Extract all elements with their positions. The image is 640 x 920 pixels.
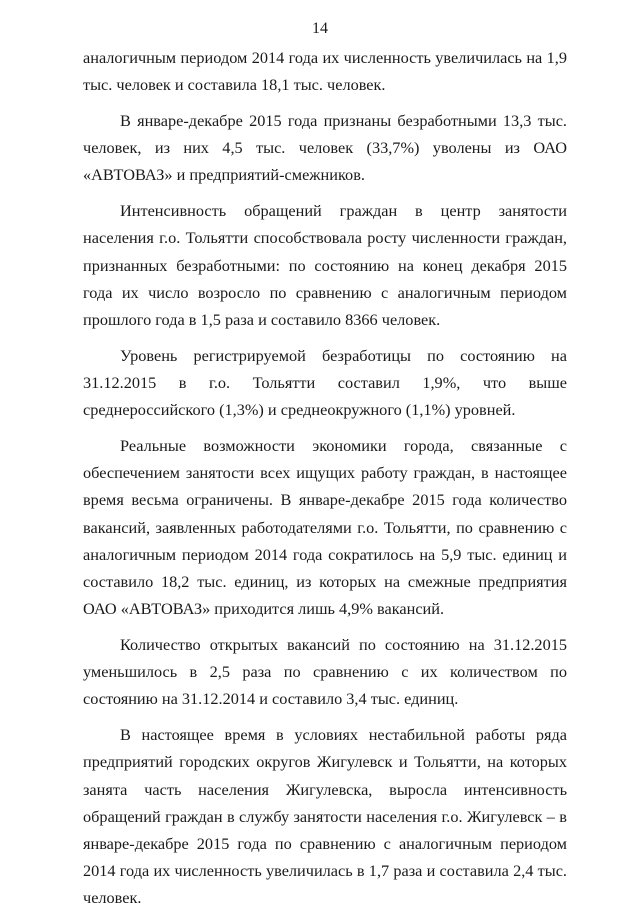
paragraph-7: В настоящее время в условиях нестабильной работы ряда предприятий городских округов Жигулевск и Тольятти, на которых занята часть населения Жигулевска, выросла интенсивность обращений граждан в службу занятости населения г.о. Жигулевск – в январе-декабре 2015 года по сравнению с аналогичным периодом 2014 года их численность увеличилась в 1,7 раза и составила 2,4 тыс. человек.	[83, 725, 567, 908]
paragraph-2: В январе-декабре 2015 года признаны безработными 13,3 тыс. человек, из них 4,5 тыс. человек (33,7%) уволены из ОАО «АВТОВАЗ» и предприятий-смежников.	[83, 111, 567, 185]
body-text	[83, 44, 567, 920]
paragraph-1: аналогичным периодом 2014 года их численность увеличилась на 1,9 тыс. человек и составила 18,1 тыс. человек.	[83, 48, 567, 95]
paragraph-4: Уровень регистрируемой безработицы по состоянию на 31.12.2015 в г.о. Тольятти составил 1,9%, что выше среднероссийского (1,3%) и среднеокружного (1,1%) уровней.	[83, 345, 567, 420]
paragraph-3: Интенсивность обращений граждан в центр занятости населения г.о. Тольятти способствовала росту численности граждан, признанных безработными: по состоянию на конец декабря 2015 года их число возросло по сравнению с аналогичным периодом прошлого года в 1,5 раза и составило 8366 человек.	[83, 201, 567, 330]
paragraph-6: Количество открытых вакансий по состоянию на 31.12.2015 уменьшилось в 2,5 раза по сравнению с их количеством по состоянию на 31.12.2014 и составило 3,4 тыс. единиц.	[83, 635, 567, 709]
paragraph-5: Реальные возможности экономики города, связанные с обеспечением занятости всех ищущих работу граждан, в настоящее время весьма ограничены. В январе-декабре 2015 года количество вакансий, заявленных работодателями г.о. Тольятти, по сравнению с аналогичным периодом 2014 года сократилось на 5,9 тыс. единиц и составило 18,2 тыс. единиц, из которых на смежные предприятия ОАО «АВТОВАЗ» приходится лишь 4,9% вакансий.	[83, 436, 567, 619]
page-number: 14	[312, 20, 328, 37]
